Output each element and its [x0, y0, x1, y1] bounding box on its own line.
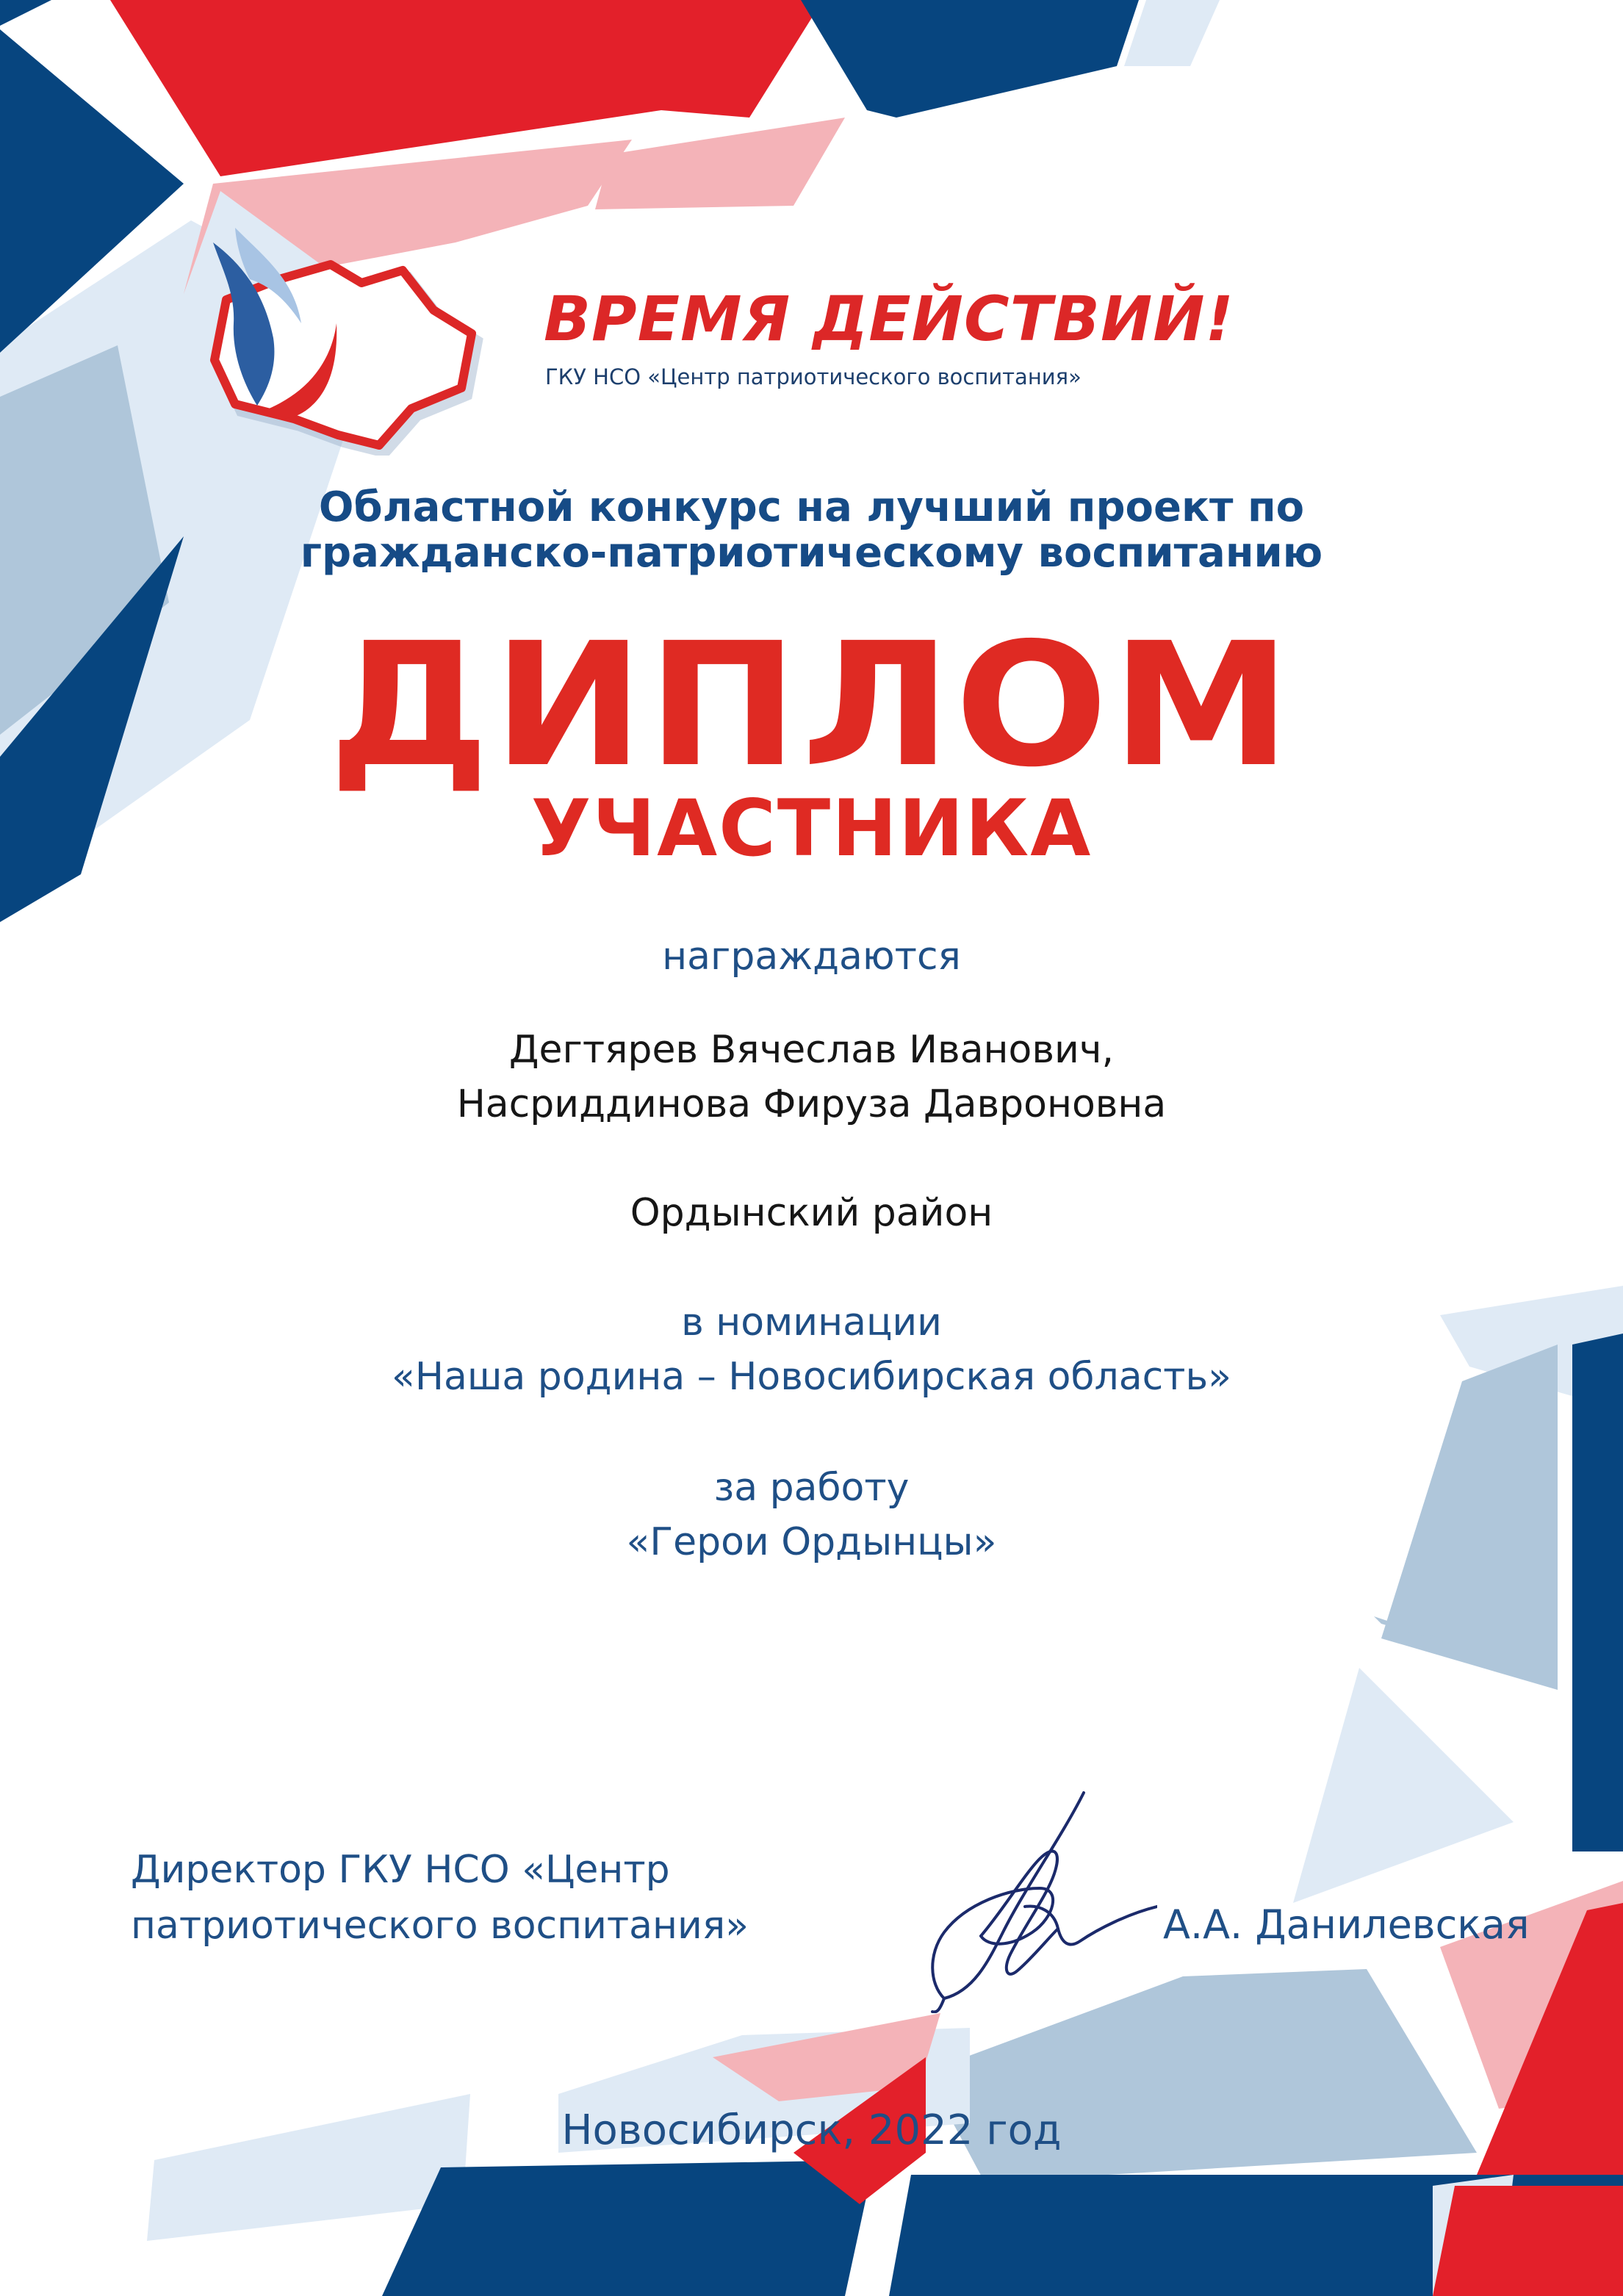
bg-shape [1124, 0, 1220, 66]
contest-title-line-2: гражданско-патриотическому воспитанию [300, 529, 1323, 577]
awarded-label: награждаются [662, 935, 961, 979]
district: Ордынский район [630, 1191, 993, 1235]
bg-shape [1433, 2186, 1623, 2296]
work-label: за работу [713, 1466, 910, 1510]
logo-subtitle: ГКУ НСО «Центр патриотического воспитания» [545, 364, 1082, 389]
signer-name: А.А. Данилевская [1163, 1901, 1530, 1948]
nomination-title: «Наша родина – Новосибирская область» [392, 1355, 1231, 1399]
bg-shape [595, 118, 845, 209]
work-block [0, 1461, 1623, 1569]
bg-shape [801, 0, 1139, 118]
handwritten-signature [915, 1778, 1157, 2013]
bg-shape [382, 2160, 874, 2296]
bg-shape [0, 0, 51, 26]
logo-title: ВРЕМЯ ДЕЙСТВИЙ! [544, 283, 1234, 355]
diploma-subtitle: УЧАСТНИКА [530, 783, 1093, 874]
signer-position [131, 1842, 749, 1954]
diploma-title: ДИПЛОМ [328, 606, 1295, 805]
city-year: Новосибирск, 2022 год [561, 2106, 1062, 2154]
work-title: «Герои Ордынцы» [626, 1520, 997, 1564]
contest-title [0, 485, 1623, 576]
recipient-name: Дегтярев Вячеслав Иванович, [508, 1028, 1115, 1072]
contest-title-line-1: Областной конкурс на лучший проект по [318, 483, 1305, 531]
signer-position-line-2: патриотического воспитания» [131, 1904, 749, 1948]
logo-emblem-icon [191, 213, 514, 456]
recipients [0, 1023, 1623, 1131]
signer-position-line-1: Директор ГКУ НСО «Центр [131, 1848, 670, 1892]
nomination-label: в номинации [681, 1300, 942, 1345]
bg-shape [1293, 1668, 1514, 1903]
nomination-block [0, 1295, 1623, 1404]
recipient-name: Насриддинова Фируза Давроновна [456, 1082, 1167, 1126]
bg-shape [1572, 1334, 1623, 1851]
